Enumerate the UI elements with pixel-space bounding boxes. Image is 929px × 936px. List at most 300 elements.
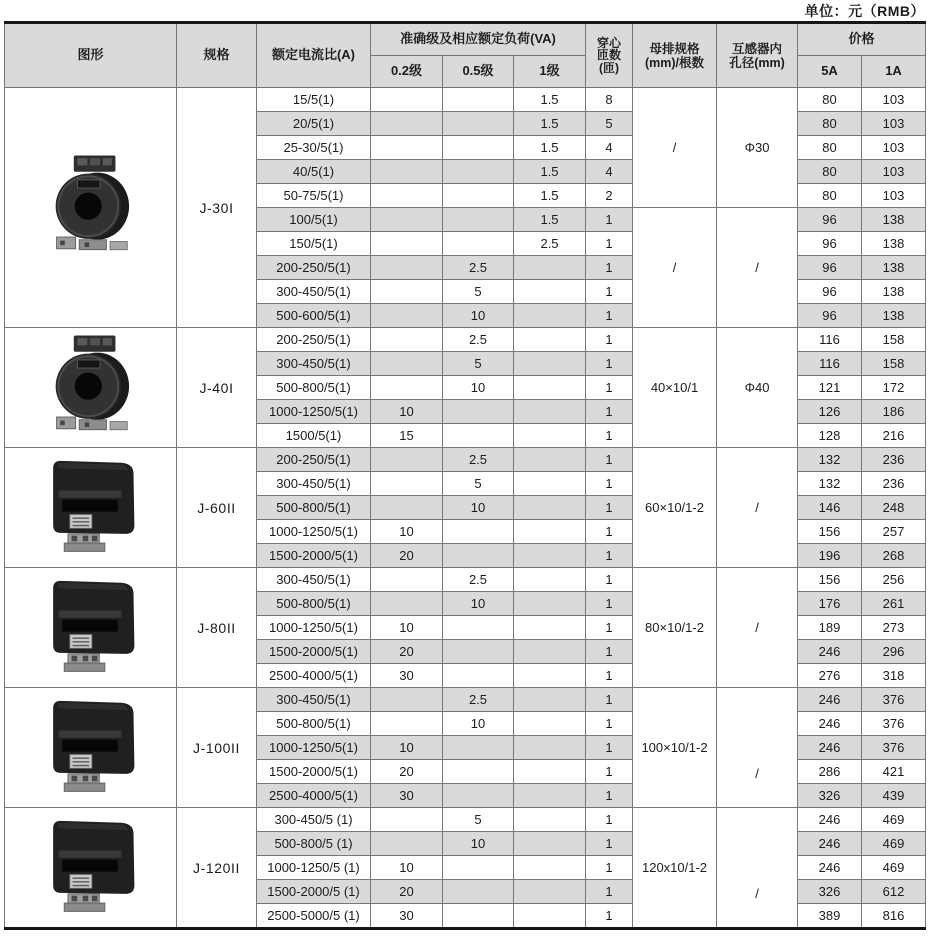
- class-1-cell: [514, 592, 586, 616]
- price-5a-cell: 189: [798, 616, 862, 640]
- class-05-cell: [443, 160, 514, 184]
- square-ct-image: [31, 453, 151, 563]
- price-5a-cell: 80: [798, 88, 862, 112]
- price-5a-cell: 96: [798, 280, 862, 304]
- class-02-cell: 20: [371, 880, 443, 904]
- class-1-cell: 1.5: [514, 160, 586, 184]
- class-05-cell: [443, 184, 514, 208]
- turns-cell: 1: [586, 784, 633, 808]
- class-05-cell: [443, 136, 514, 160]
- price-1a-cell: 172: [862, 376, 926, 400]
- price-5a-cell: 96: [798, 232, 862, 256]
- price-table: [4, 21, 926, 930]
- price-5a-cell: 126: [798, 400, 862, 424]
- bore-cell: /: [717, 808, 798, 929]
- class-1-cell: [514, 760, 586, 784]
- spec-label: J-80II: [177, 568, 257, 688]
- ratio-cell: 1500-2000/5(1): [257, 760, 371, 784]
- busbar-cell: 80×10/1-2: [633, 568, 717, 688]
- class-05-cell: 10: [443, 832, 514, 856]
- class-02-cell: [371, 376, 443, 400]
- turns-cell: 4: [586, 136, 633, 160]
- class-05-cell: [443, 112, 514, 136]
- price-5a-cell: 132: [798, 448, 862, 472]
- class-05-cell: [443, 544, 514, 568]
- price-5a-cell: 176: [798, 592, 862, 616]
- ratio-cell: 20/5(1): [257, 112, 371, 136]
- class-05-cell: 5: [443, 352, 514, 376]
- price-5a-cell: 246: [798, 856, 862, 880]
- round-ct-photo: [5, 88, 177, 328]
- class-1-cell: [514, 832, 586, 856]
- class-02-cell: 30: [371, 784, 443, 808]
- class-1-cell: [514, 328, 586, 352]
- ratio-cell: 100/5(1): [257, 208, 371, 232]
- class-1-cell: [514, 856, 586, 880]
- class-1-cell: [514, 784, 586, 808]
- turns-cell: 1: [586, 832, 633, 856]
- price-5a-cell: 116: [798, 328, 862, 352]
- col-header-spec: 规格: [177, 23, 257, 88]
- ratio-cell: 15/5(1): [257, 88, 371, 112]
- price-1a-cell: 268: [862, 544, 926, 568]
- bore-cell: Φ40: [717, 328, 798, 448]
- price-1a-cell: 138: [862, 232, 926, 256]
- price-1a-cell: 439: [862, 784, 926, 808]
- ratio-cell: 1500/5(1): [257, 424, 371, 448]
- turns-cell: 5: [586, 112, 633, 136]
- class-02-cell: 10: [371, 520, 443, 544]
- class-05-cell: [443, 856, 514, 880]
- ratio-cell: 150/5(1): [257, 232, 371, 256]
- ratio-cell: 300-450/5(1): [257, 280, 371, 304]
- class-02-cell: [371, 328, 443, 352]
- price-5a-cell: 80: [798, 160, 862, 184]
- class-02-cell: 20: [371, 640, 443, 664]
- price-5a-cell: 246: [798, 640, 862, 664]
- table-row: [5, 88, 926, 112]
- col-header-class-02: 0.2级: [371, 56, 443, 88]
- class-1-cell: [514, 280, 586, 304]
- class-02-cell: [371, 496, 443, 520]
- price-1a-cell: 236: [862, 472, 926, 496]
- class-02-cell: 30: [371, 664, 443, 688]
- class-02-cell: [371, 160, 443, 184]
- price-5a-cell: 128: [798, 424, 862, 448]
- price-5a-cell: 246: [798, 832, 862, 856]
- ratio-cell: 500-800/5(1): [257, 712, 371, 736]
- turns-cell: 1: [586, 736, 633, 760]
- price-1a-cell: 816: [862, 904, 926, 929]
- col-header-turns: 穿心 匝数 (匝): [586, 23, 633, 88]
- busbar-cell: 60×10/1-2: [633, 448, 717, 568]
- class-05-cell: 5: [443, 472, 514, 496]
- ratio-cell: 300-450/5(1): [257, 352, 371, 376]
- price-1a-cell: 296: [862, 640, 926, 664]
- class-05-cell: [443, 640, 514, 664]
- price-5a-cell: 156: [798, 568, 862, 592]
- class-02-cell: [371, 448, 443, 472]
- turns-cell: 1: [586, 328, 633, 352]
- ratio-cell: 40/5(1): [257, 160, 371, 184]
- table-header: [5, 23, 926, 88]
- turns-cell: 1: [586, 688, 633, 712]
- turns-cell: 1: [586, 472, 633, 496]
- class-05-cell: 5: [443, 280, 514, 304]
- ratio-cell: 25-30/5(1): [257, 136, 371, 160]
- unit-note: 单位：元（RMB）: [804, 3, 925, 19]
- round-ct-image: [32, 150, 150, 266]
- ratio-cell: 1500-2000/5(1): [257, 640, 371, 664]
- class-1-cell: [514, 808, 586, 832]
- price-1a-cell: 261: [862, 592, 926, 616]
- class-02-cell: [371, 88, 443, 112]
- price-1a-cell: 318: [862, 664, 926, 688]
- price-1a-cell: 469: [862, 832, 926, 856]
- busbar-cell: /: [633, 88, 717, 208]
- class-05-cell: [443, 904, 514, 929]
- ratio-cell: 1000-1250/5(1): [257, 616, 371, 640]
- price-5a-cell: 121: [798, 376, 862, 400]
- class-1-cell: [514, 640, 586, 664]
- turns-cell: 1: [586, 880, 633, 904]
- class-1-cell: [514, 520, 586, 544]
- spec-label: J-100II: [177, 688, 257, 808]
- turns-cell: 1: [586, 616, 633, 640]
- ratio-cell: 1500-2000/5 (1): [257, 880, 371, 904]
- price-1a-cell: 138: [862, 256, 926, 280]
- bore-cell: /: [717, 568, 798, 688]
- price-1a-cell: 138: [862, 280, 926, 304]
- price-5a-cell: 96: [798, 304, 862, 328]
- turns-cell: 4: [586, 160, 633, 184]
- class-05-cell: 10: [443, 376, 514, 400]
- class-05-cell: [443, 400, 514, 424]
- price-1a-cell: 158: [862, 328, 926, 352]
- round-ct-photo: [5, 328, 177, 448]
- class-05-cell: [443, 520, 514, 544]
- turns-cell: 1: [586, 400, 633, 424]
- spec-label: J-30I: [177, 88, 257, 328]
- price-5a-cell: 286: [798, 760, 862, 784]
- price-5a-cell: 156: [798, 520, 862, 544]
- class-05-cell: 2.5: [443, 448, 514, 472]
- turns-cell: 1: [586, 208, 633, 232]
- spec-label: J-60II: [177, 448, 257, 568]
- ratio-cell: 500-800/5(1): [257, 496, 371, 520]
- square-ct-image: [31, 813, 151, 923]
- class-05-cell: [443, 424, 514, 448]
- table-row: [5, 328, 926, 352]
- price-5a-cell: 132: [798, 472, 862, 496]
- price-1a-cell: 158: [862, 352, 926, 376]
- class-1-cell: [514, 568, 586, 592]
- class-02-cell: [371, 568, 443, 592]
- class-02-cell: [371, 136, 443, 160]
- class-05-cell: [443, 760, 514, 784]
- ratio-cell: 1000-1250/5(1): [257, 400, 371, 424]
- price-1a-cell: 103: [862, 136, 926, 160]
- class-02-cell: 20: [371, 760, 443, 784]
- col-header-class-05: 0.5级: [443, 56, 514, 88]
- square-ct-image: [31, 573, 151, 683]
- class-02-cell: [371, 280, 443, 304]
- price-1a-cell: 257: [862, 520, 926, 544]
- ratio-cell: 1500-2000/5(1): [257, 544, 371, 568]
- busbar-cell: 100×10/1-2: [633, 688, 717, 808]
- class-02-cell: 20: [371, 544, 443, 568]
- class-1-cell: [514, 664, 586, 688]
- class-1-cell: [514, 472, 586, 496]
- class-1-cell: 1.5: [514, 208, 586, 232]
- class-02-cell: [371, 352, 443, 376]
- class-02-cell: 10: [371, 736, 443, 760]
- turns-cell: 1: [586, 280, 633, 304]
- class-1-cell: [514, 256, 586, 280]
- class-02-cell: 30: [371, 904, 443, 929]
- class-02-cell: [371, 256, 443, 280]
- class-05-cell: 2.5: [443, 568, 514, 592]
- price-1a-cell: 216: [862, 424, 926, 448]
- ratio-cell: 2500-4000/5(1): [257, 664, 371, 688]
- price-5a-cell: 146: [798, 496, 862, 520]
- class-05-cell: 10: [443, 592, 514, 616]
- square-ct-photo: [5, 448, 177, 568]
- price-1a-cell: 248: [862, 496, 926, 520]
- busbar-cell: 120x10/1-2: [633, 808, 717, 929]
- class-1-cell: [514, 688, 586, 712]
- turns-cell: 1: [586, 448, 633, 472]
- ratio-cell: 500-600/5(1): [257, 304, 371, 328]
- ratio-cell: 300-450/5 (1): [257, 808, 371, 832]
- col-header-price-5a: 5A: [798, 56, 862, 88]
- price-5a-cell: 196: [798, 544, 862, 568]
- price-5a-cell: 80: [798, 136, 862, 160]
- class-1-cell: 1.5: [514, 136, 586, 160]
- turns-cell: 1: [586, 544, 633, 568]
- table-row: [5, 448, 926, 472]
- ratio-cell: 1000-1250/5(1): [257, 736, 371, 760]
- table-body: [5, 88, 926, 929]
- col-header-bore: 互感器内 孔径(mm): [717, 23, 798, 88]
- price-5a-cell: 276: [798, 664, 862, 688]
- price-5a-cell: 389: [798, 904, 862, 929]
- class-1-cell: [514, 496, 586, 520]
- price-5a-cell: 246: [798, 688, 862, 712]
- ratio-cell: 500-800/5(1): [257, 376, 371, 400]
- ratio-cell: 300-450/5(1): [257, 688, 371, 712]
- col-header-ratio: 额定电流比(A): [257, 23, 371, 88]
- price-5a-cell: 246: [798, 736, 862, 760]
- class-05-cell: 2.5: [443, 328, 514, 352]
- class-1-cell: [514, 304, 586, 328]
- class-02-cell: [371, 232, 443, 256]
- ratio-cell: 300-450/5(1): [257, 568, 371, 592]
- square-ct-photo: [5, 688, 177, 808]
- price-1a-cell: 469: [862, 856, 926, 880]
- price-1a-cell: 421: [862, 760, 926, 784]
- spec-label: J-120II: [177, 808, 257, 929]
- class-1-cell: 2.5: [514, 232, 586, 256]
- ratio-cell: 500-800/5(1): [257, 592, 371, 616]
- turns-cell: 1: [586, 856, 633, 880]
- class-1-cell: [514, 352, 586, 376]
- price-5a-cell: 96: [798, 208, 862, 232]
- class-02-cell: 10: [371, 616, 443, 640]
- ratio-cell: 2500-5000/5 (1): [257, 904, 371, 929]
- class-1-cell: [514, 448, 586, 472]
- turns-cell: 1: [586, 568, 633, 592]
- class-02-cell: [371, 472, 443, 496]
- class-05-cell: [443, 232, 514, 256]
- class-05-cell: [443, 88, 514, 112]
- class-1-cell: 1.5: [514, 184, 586, 208]
- class-05-cell: [443, 784, 514, 808]
- col-header-figure: 图形: [5, 23, 177, 88]
- price-1a-cell: 376: [862, 688, 926, 712]
- class-1-cell: [514, 880, 586, 904]
- price-1a-cell: 138: [862, 304, 926, 328]
- price-1a-cell: 103: [862, 112, 926, 136]
- turns-cell: 1: [586, 808, 633, 832]
- class-05-cell: 5: [443, 808, 514, 832]
- turns-cell: 8: [586, 88, 633, 112]
- class-1-cell: [514, 904, 586, 929]
- class-1-cell: [514, 712, 586, 736]
- price-1a-cell: 256: [862, 568, 926, 592]
- price-1a-cell: 376: [862, 736, 926, 760]
- class-1-cell: [514, 736, 586, 760]
- class-02-cell: 10: [371, 856, 443, 880]
- bore-cell: /: [717, 208, 798, 328]
- price-1a-cell: 103: [862, 88, 926, 112]
- turns-cell: 1: [586, 904, 633, 929]
- class-05-cell: [443, 616, 514, 640]
- class-05-cell: [443, 880, 514, 904]
- class-1-cell: [514, 616, 586, 640]
- class-05-cell: 10: [443, 304, 514, 328]
- class-02-cell: [371, 304, 443, 328]
- square-ct-image: [31, 693, 151, 803]
- turns-cell: 1: [586, 304, 633, 328]
- class-1-cell: 1.5: [514, 112, 586, 136]
- square-ct-photo: [5, 808, 177, 929]
- price-1a-cell: 273: [862, 616, 926, 640]
- ratio-cell: 1000-1250/5(1): [257, 520, 371, 544]
- table-row: [5, 688, 926, 712]
- price-5a-cell: 326: [798, 880, 862, 904]
- price-5a-cell: 80: [798, 112, 862, 136]
- class-1-cell: [514, 424, 586, 448]
- turns-cell: 1: [586, 376, 633, 400]
- class-02-cell: [371, 712, 443, 736]
- turns-cell: 1: [586, 520, 633, 544]
- class-05-cell: [443, 736, 514, 760]
- class-02-cell: [371, 184, 443, 208]
- class-05-cell: 10: [443, 496, 514, 520]
- class-1-cell: 1.5: [514, 88, 586, 112]
- square-ct-photo: [5, 568, 177, 688]
- ratio-cell: 200-250/5(1): [257, 448, 371, 472]
- class-02-cell: [371, 808, 443, 832]
- turns-cell: 1: [586, 712, 633, 736]
- turns-cell: 1: [586, 424, 633, 448]
- price-5a-cell: 246: [798, 712, 862, 736]
- class-02-cell: [371, 592, 443, 616]
- turns-cell: 1: [586, 664, 633, 688]
- class-1-cell: [514, 544, 586, 568]
- price-1a-cell: 376: [862, 712, 926, 736]
- round-ct-image: [32, 330, 150, 446]
- class-05-cell: 2.5: [443, 688, 514, 712]
- class-05-cell: 10: [443, 712, 514, 736]
- ratio-cell: 500-800/5 (1): [257, 832, 371, 856]
- class-02-cell: [371, 832, 443, 856]
- table-row: [5, 808, 926, 832]
- price-1a-cell: 186: [862, 400, 926, 424]
- price-1a-cell: 612: [862, 880, 926, 904]
- turns-cell: 1: [586, 640, 633, 664]
- class-02-cell: [371, 112, 443, 136]
- turns-cell: 1: [586, 496, 633, 520]
- ratio-cell: 200-250/5(1): [257, 328, 371, 352]
- ratio-cell: 1000-1250/5 (1): [257, 856, 371, 880]
- busbar-cell: /: [633, 208, 717, 328]
- turns-cell: 2: [586, 184, 633, 208]
- price-5a-cell: 246: [798, 808, 862, 832]
- col-header-busbar: 母排规格 (mm)/根数: [633, 23, 717, 88]
- ratio-cell: 50-75/5(1): [257, 184, 371, 208]
- price-5a-cell: 80: [798, 184, 862, 208]
- price-1a-cell: 103: [862, 184, 926, 208]
- turns-cell: 1: [586, 760, 633, 784]
- ratio-cell: 2500-4000/5(1): [257, 784, 371, 808]
- class-02-cell: 15: [371, 424, 443, 448]
- price-1a-cell: 138: [862, 208, 926, 232]
- col-header-class-1: 1级: [514, 56, 586, 88]
- class-02-cell: [371, 208, 443, 232]
- table-row: [5, 568, 926, 592]
- spec-label: J-40I: [177, 328, 257, 448]
- price-5a-cell: 116: [798, 352, 862, 376]
- price-1a-cell: 469: [862, 808, 926, 832]
- class-05-cell: [443, 664, 514, 688]
- col-header-price-1a: 1A: [862, 56, 926, 88]
- col-header-price-group: 价格: [798, 23, 926, 56]
- price-1a-cell: 236: [862, 448, 926, 472]
- bore-cell: /: [717, 448, 798, 568]
- busbar-cell: 40×10/1: [633, 328, 717, 448]
- ratio-cell: 300-450/5(1): [257, 472, 371, 496]
- ratio-cell: 200-250/5(1): [257, 256, 371, 280]
- turns-cell: 1: [586, 352, 633, 376]
- class-05-cell: 2.5: [443, 256, 514, 280]
- price-5a-cell: 96: [798, 256, 862, 280]
- col-header-accuracy-group: 准确级及相应额定负荷(VA): [371, 23, 586, 56]
- class-1-cell: [514, 376, 586, 400]
- bore-cell: /: [717, 688, 798, 808]
- class-05-cell: [443, 208, 514, 232]
- bore-cell: Φ30: [717, 88, 798, 208]
- class-1-cell: [514, 400, 586, 424]
- turns-cell: 1: [586, 256, 633, 280]
- turns-cell: 1: [586, 592, 633, 616]
- turns-cell: 1: [586, 232, 633, 256]
- price-5a-cell: 326: [798, 784, 862, 808]
- price-1a-cell: 103: [862, 160, 926, 184]
- class-02-cell: 10: [371, 400, 443, 424]
- class-02-cell: [371, 688, 443, 712]
